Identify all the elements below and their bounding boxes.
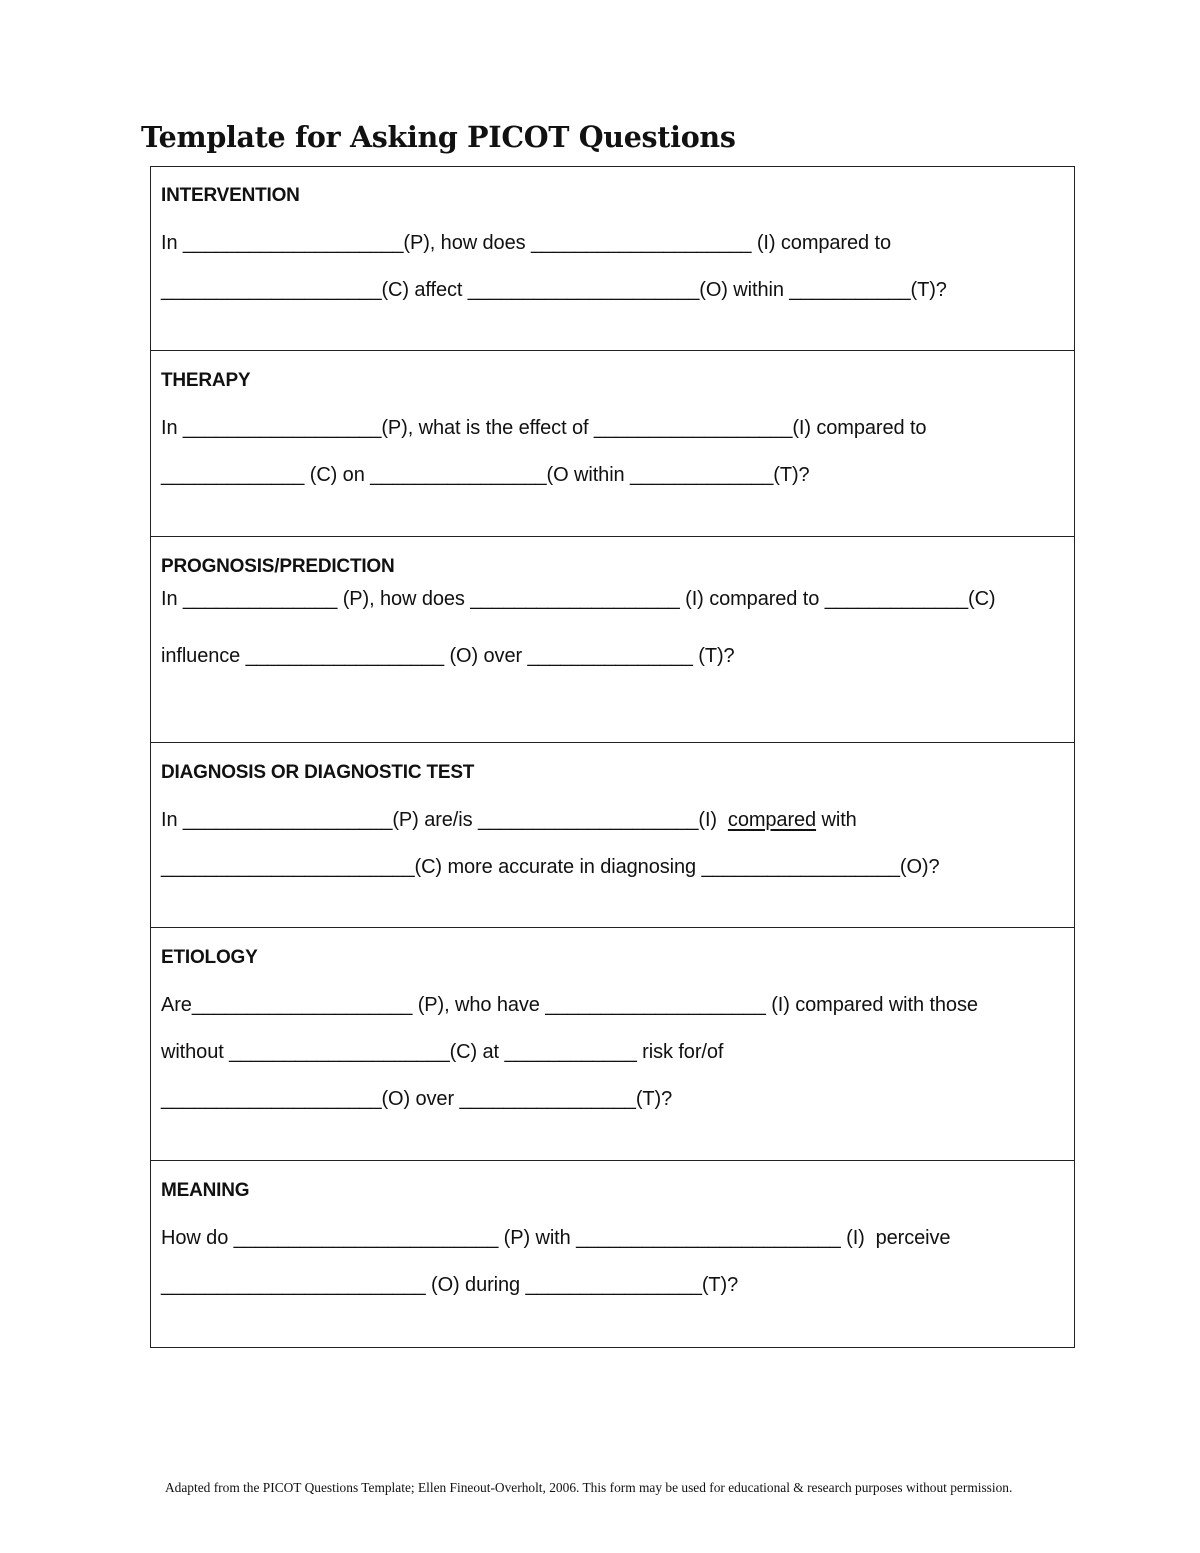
underlined-word: compared [727, 809, 817, 831]
question-line: How do ________________________ (P) with ________________________ (I) perceive [161, 1227, 951, 1249]
question-text: with [816, 809, 857, 831]
question-line: Are____________________ (P), who have ____________________ (I) compared with those [161, 994, 978, 1016]
question-line: In __________________(P), what is the effect of __________________(I) compared to [161, 417, 927, 439]
section-heading: PROGNOSIS/PREDICTION [161, 556, 395, 577]
section-heading: MEANING [161, 1180, 250, 1201]
question-line: influence __________________ (O) over _______________ (T)? [161, 645, 735, 667]
section-diagnosis [151, 743, 1074, 928]
section-meaning [151, 1161, 1074, 1347]
section-therapy [151, 351, 1074, 537]
section-prognosis-prediction [151, 537, 1074, 743]
section-heading: DIAGNOSIS OR DIAGNOSTIC TEST [161, 762, 475, 783]
section-etiology [151, 928, 1074, 1161]
picot-form-table [150, 166, 1075, 1348]
section-heading: ETIOLOGY [161, 947, 258, 968]
question-line: In ____________________(P), how does ____________________ (I) compared to [161, 232, 891, 254]
question-line: _______________________(C) more accurate in diagnosing __________________(O)? [161, 856, 940, 878]
question-text: In ___________________(P) are/is ____________________(I) [161, 809, 717, 831]
question-line: In ______________ (P), how does ___________________ (I) compared to _____________(C) [161, 588, 996, 610]
question-line [161, 809, 857, 832]
question-line: ____________________(C) affect _____________________(O) within ___________(T)? [161, 279, 947, 301]
section-heading: INTERVENTION [161, 185, 300, 206]
question-line: ________________________ (O) during ________________(T)? [161, 1274, 739, 1296]
section-heading: THERAPY [161, 370, 251, 391]
page-title: Template for Asking PICOT Questions [141, 120, 736, 154]
question-line: ____________________(O) over ________________(T)? [161, 1088, 673, 1110]
question-line: without ____________________(C) at ____________ risk for/of [161, 1041, 724, 1063]
section-intervention [151, 167, 1074, 351]
question-line: _____________ (C) on ________________(O within _____________(T)? [161, 464, 810, 486]
footer-attribution: Adapted from the PICOT Questions Template; Ellen Fineout-Overholt, 2006. This form may be used for educational & research purposes without permission. [165, 1480, 1013, 1495]
